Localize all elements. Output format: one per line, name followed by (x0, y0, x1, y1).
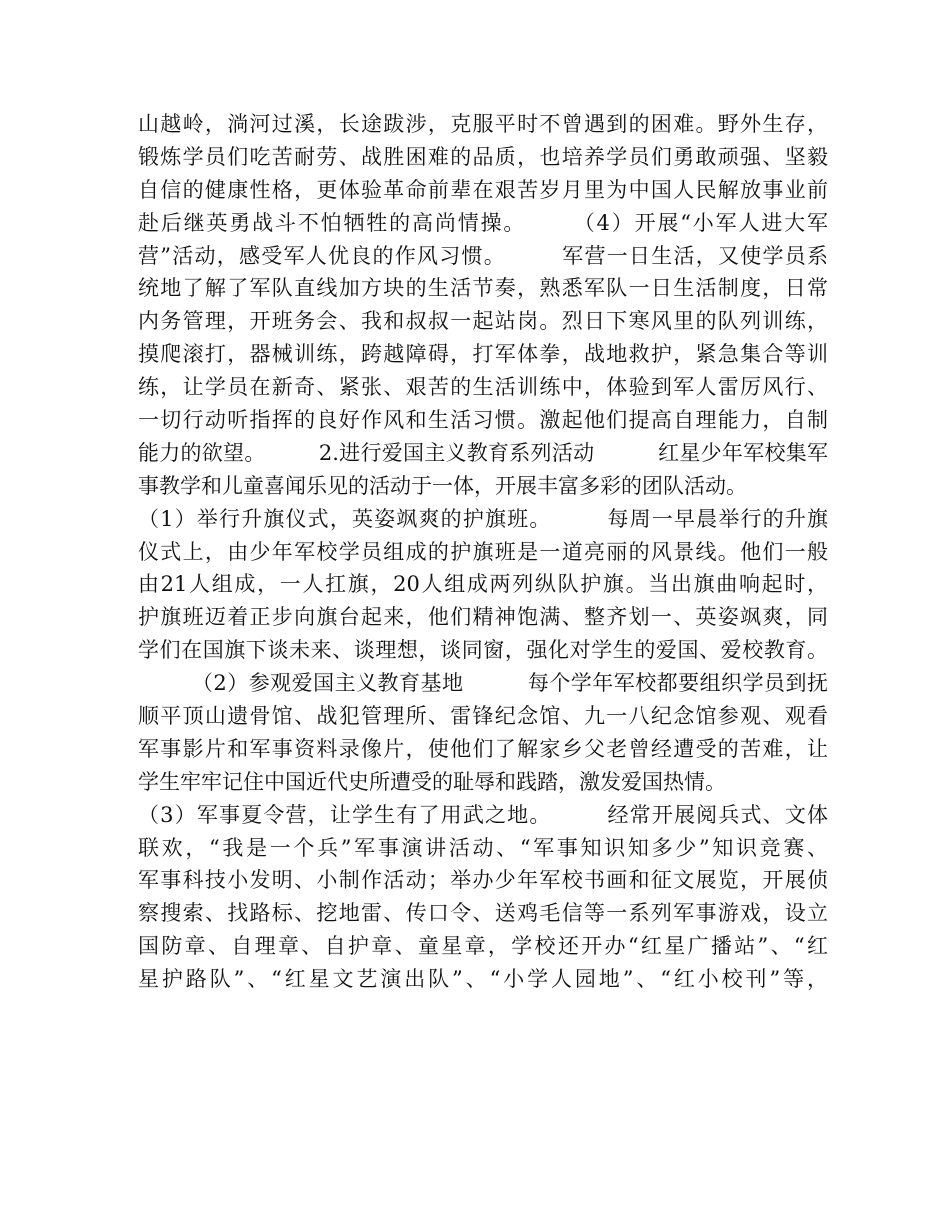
text-line: 国防章、自理章、自护章、童星章，学校还开办“红星广播站”、“红 (138, 934, 828, 959)
text-line: 顺平顶山遗骨馆、战犯管理所、雷锋纪念馆、九一八纪念馆参观、观看 (138, 704, 828, 729)
text-line: （2）参观爱国主义教育基地 每个学年军校都要组织学员到抚 (138, 671, 828, 696)
text-line: 学生牢牢记住中国近代史所遭受的耻辱和践踏，激发爱国热情。 (138, 769, 726, 794)
text-line: 察搜索、找路标、挖地雷、传口令、送鸡毛信等一系列军事游戏，设立 (138, 901, 828, 926)
text-line: 内务管理，开班务会、我和叔叔一起站岗。烈日下寒风里的队列训练， (138, 309, 828, 334)
body-text (138, 108, 828, 996)
text-line: 事教学和儿童喜闻乐见的活动于一体，开展丰富多彩的团队活动。 (138, 473, 747, 498)
text-line: 军事科技小发明、小制作活动；举办少年军校书画和征文展览，开展侦 (138, 868, 828, 893)
text-line: （3）军事夏令营，让学生有了用武之地。 经常开展阅兵式、文体 (138, 802, 828, 827)
text-line: 统地了解了军队直线加方块的生活节奏，熟悉军队一日生活制度，日常 (138, 276, 828, 301)
text-line: 学们在国旗下谈未来、谈理想，谈同窗，强化对学生的爱国、爱校教育。 (138, 638, 828, 663)
text-line: 星护路队”、“红星文艺演出队”、“小学人园地”、“红小校刊”等， (138, 967, 828, 992)
text-line: 山越岭，淌河过溪，长途跋涉，克服平时不曾遇到的困难。野外生存， (138, 112, 828, 136)
text-line: 护旗班迈着正步向旗台起来，他们精神饱满、整齐划一、英姿飒爽，同 (138, 605, 828, 630)
text-line: 摸爬滚打，器械训练，跨越障碍，打军体拳，战地救护，紧急集合等训 (138, 342, 828, 367)
text-line: 由21人组成，一人扛旗，20人组成两列纵队护旗。当出旗曲响起时， (138, 572, 828, 597)
text-line: 赴后继英勇战斗不怕牺牲的高尚情操。 （4）开展“小军人进大军 (138, 210, 828, 235)
text-line: 营”活动，感受军人优良的作风习惯。 军营一日生活，又使学员系 (138, 243, 828, 268)
text-line: 锻炼学员们吃苦耐劳、战胜困难的品质，也培养学员们勇敢顽强、坚毅 (138, 144, 828, 169)
text-line: 能力的欲望。 2.进行爱国主义教育系列活动 红星少年军校集军 (138, 440, 828, 465)
text-line: 联欢，“我是一个兵”军事演讲活动、“军事知识知多少”知识竞赛、 (138, 835, 828, 860)
text-line: （1）举行升旗仪式，英姿飒爽的护旗班。 每周一早晨举行的升旗 (138, 506, 828, 531)
text-line: 军事影片和军事资料录像片，使他们了解家乡父老曾经遭受的苦难，让 (138, 736, 828, 761)
text-line: 一切行动听指挥的良好作风和生活习惯。激起他们提高自理能力，自制 (138, 408, 828, 433)
text-line: 自信的健康性格，更体验革命前辈在艰苦岁月里为中国人民解放事业前 (138, 177, 828, 202)
text-line: 练，让学员在新奇、紧张、艰苦的生活训练中，体验到军人雷厉风行、 (138, 375, 828, 400)
text-line: 仪式上，由少年军校学员组成的护旗班是一道亮丽的风景线。他们一般 (138, 539, 828, 564)
